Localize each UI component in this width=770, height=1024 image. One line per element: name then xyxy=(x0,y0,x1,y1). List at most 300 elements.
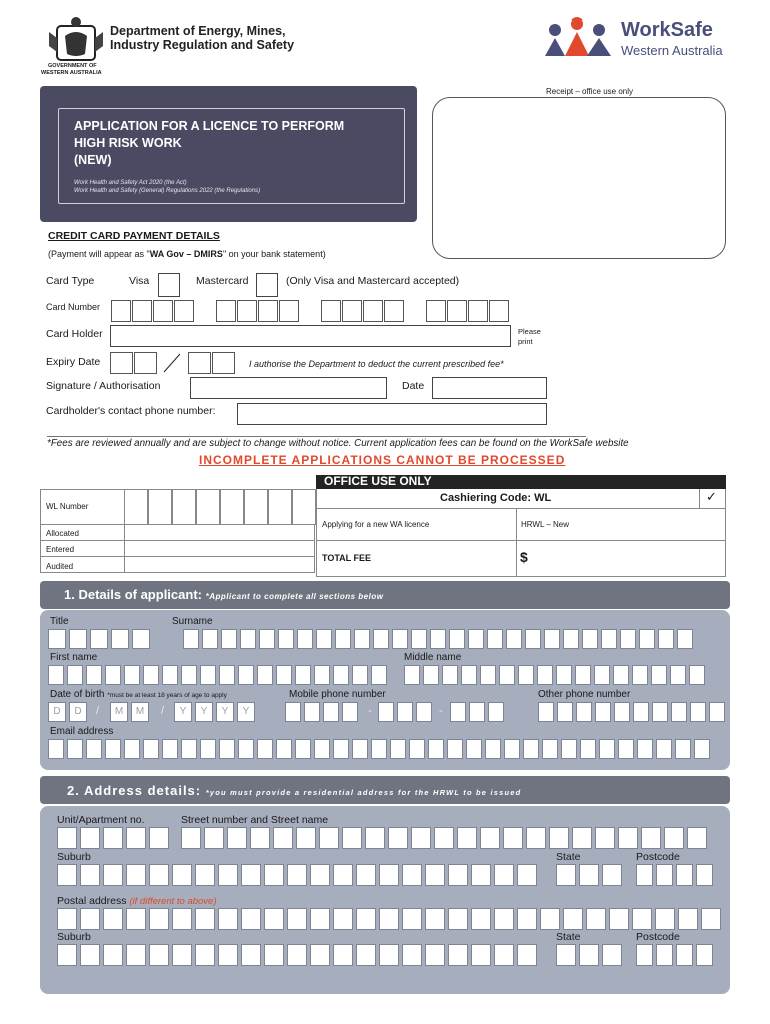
dob-label xyxy=(50,689,227,700)
char-cell[interactable] xyxy=(67,739,83,759)
char-cell[interactable] xyxy=(126,864,146,886)
char-cell[interactable] xyxy=(537,665,553,685)
char-cell[interactable] xyxy=(126,944,146,966)
char-cell[interactable] xyxy=(227,827,247,849)
char-cell[interactable] xyxy=(572,827,592,849)
char-cell[interactable] xyxy=(90,629,108,649)
char-cell[interactable] xyxy=(371,665,387,685)
char-cell[interactable] xyxy=(582,629,598,649)
expiry-month-cells[interactable] xyxy=(110,352,158,374)
char-cell[interactable] xyxy=(409,739,425,759)
char-cell[interactable] xyxy=(333,908,353,930)
char-cell[interactable] xyxy=(580,739,596,759)
char-cell[interactable] xyxy=(181,665,197,685)
dob-sep-1: / xyxy=(96,705,100,717)
email-cells[interactable] xyxy=(48,739,713,759)
char-cell[interactable] xyxy=(575,665,591,685)
dob-year-cell-4[interactable]: Y xyxy=(237,702,255,722)
cashiering-code: Cashiering Code: WL xyxy=(440,492,552,504)
card-holder-input[interactable] xyxy=(110,325,511,347)
street-cells[interactable] xyxy=(181,827,710,849)
char-cell[interactable] xyxy=(696,864,713,886)
char-cell[interactable] xyxy=(450,702,466,722)
incomplete-warning: INCOMPLETE APPLICATIONS CANNOT BE PROCESSED xyxy=(199,453,566,467)
char-cell[interactable] xyxy=(636,944,653,966)
char-cell[interactable] xyxy=(485,739,501,759)
char-cell[interactable] xyxy=(352,739,368,759)
allocated-label: Allocated xyxy=(46,529,79,538)
char-cell[interactable] xyxy=(103,944,123,966)
char-cell[interactable] xyxy=(105,665,121,685)
char-cell[interactable] xyxy=(390,739,406,759)
char-cell[interactable] xyxy=(124,665,140,685)
char-cell[interactable] xyxy=(678,908,698,930)
char-cell[interactable] xyxy=(448,944,468,966)
char-cell[interactable] xyxy=(636,864,653,886)
postal-cells[interactable] xyxy=(57,908,724,930)
char-cell[interactable] xyxy=(257,739,273,759)
char-cell[interactable] xyxy=(48,665,64,685)
char-cell[interactable] xyxy=(556,665,572,685)
char-cell[interactable] xyxy=(126,908,146,930)
char-cell[interactable] xyxy=(264,944,284,966)
char-cell[interactable] xyxy=(48,629,66,649)
char-cell[interactable] xyxy=(579,864,599,886)
char-cell[interactable] xyxy=(689,665,705,685)
char-cell[interactable] xyxy=(563,629,579,649)
char-cell[interactable] xyxy=(656,944,673,966)
section1-heading-note: *Applicant to complete all sections below xyxy=(205,592,384,601)
char-cell[interactable] xyxy=(709,702,725,722)
char-cell[interactable] xyxy=(639,629,655,649)
card-number-group-1[interactable] xyxy=(111,300,195,322)
char-cell[interactable] xyxy=(425,864,445,886)
dob-day-cell-2[interactable]: D xyxy=(69,702,87,722)
char-cell[interactable] xyxy=(356,908,376,930)
char-cell[interactable] xyxy=(273,827,293,849)
char-cell[interactable] xyxy=(143,665,159,685)
char-cell[interactable] xyxy=(310,864,330,886)
statement-note-bold: WA Gov – DMIRS xyxy=(149,249,223,259)
char-cell[interactable] xyxy=(342,702,358,722)
char-cell[interactable] xyxy=(371,739,387,759)
char-cell[interactable] xyxy=(538,702,554,722)
first-name-cells[interactable] xyxy=(48,665,390,685)
char-cell[interactable] xyxy=(287,908,307,930)
char-cell[interactable] xyxy=(434,827,454,849)
char-cell[interactable] xyxy=(655,908,675,930)
char-cell[interactable] xyxy=(402,864,422,886)
char-cell[interactable] xyxy=(378,702,394,722)
char-cell[interactable] xyxy=(314,739,330,759)
title-label: Title xyxy=(50,616,69,627)
char-cell[interactable] xyxy=(264,864,284,886)
audited-label: Audited xyxy=(46,562,74,571)
char-cell[interactable] xyxy=(411,629,427,649)
char-cell[interactable] xyxy=(576,702,592,722)
char-cell[interactable] xyxy=(69,629,87,649)
char-cell[interactable] xyxy=(540,908,560,930)
char-cell[interactable] xyxy=(250,827,270,849)
char-cell[interactable] xyxy=(172,944,192,966)
char-cell[interactable] xyxy=(494,908,514,930)
state2-cells[interactable] xyxy=(556,944,625,966)
char-cell[interactable] xyxy=(690,702,706,722)
form-title-line3: (NEW) xyxy=(74,153,112,167)
unit-cells[interactable] xyxy=(57,827,172,849)
card-number-group-3[interactable] xyxy=(321,300,405,322)
char-cell[interactable] xyxy=(471,944,491,966)
char-cell[interactable] xyxy=(67,665,83,685)
char-cell[interactable] xyxy=(411,827,431,849)
char-cell[interactable] xyxy=(264,908,284,930)
char-cell[interactable] xyxy=(517,908,537,930)
char-cell[interactable] xyxy=(195,864,215,886)
char-cell[interactable] xyxy=(468,629,484,649)
divider-line xyxy=(47,436,586,437)
char-cell[interactable] xyxy=(342,827,362,849)
char-cell[interactable] xyxy=(423,665,439,685)
char-cell[interactable] xyxy=(488,702,504,722)
char-cell[interactable] xyxy=(103,864,123,886)
char-cell[interactable] xyxy=(149,908,169,930)
dob-month-cell-1[interactable]: M xyxy=(110,702,128,722)
char-cell[interactable] xyxy=(448,908,468,930)
char-cell[interactable] xyxy=(425,944,445,966)
char-cell[interactable] xyxy=(57,944,77,966)
char-cell[interactable] xyxy=(149,827,169,849)
char-cell[interactable] xyxy=(86,665,102,685)
char-cell[interactable] xyxy=(356,944,376,966)
char-cell[interactable] xyxy=(219,665,235,685)
char-cell[interactable] xyxy=(517,944,537,966)
char-cell[interactable] xyxy=(618,739,634,759)
char-cell[interactable] xyxy=(105,739,121,759)
char-cell[interactable] xyxy=(80,864,100,886)
char-cell[interactable] xyxy=(549,827,569,849)
dob-month-cell-2[interactable]: M xyxy=(131,702,149,722)
char-cell[interactable] xyxy=(276,739,292,759)
char-cell[interactable] xyxy=(388,827,408,849)
char-cell[interactable] xyxy=(656,739,672,759)
char-cell[interactable] xyxy=(221,629,237,649)
char-cell[interactable] xyxy=(594,665,610,685)
char-cell[interactable] xyxy=(287,864,307,886)
char-cell[interactable] xyxy=(563,908,583,930)
char-cell[interactable] xyxy=(701,908,721,930)
card-number-group-2[interactable] xyxy=(216,300,300,322)
postcode-cells[interactable] xyxy=(636,864,716,886)
char-cell[interactable] xyxy=(80,944,100,966)
char-cell[interactable] xyxy=(183,629,199,649)
char-cell[interactable] xyxy=(430,629,446,649)
char-cell[interactable] xyxy=(404,665,420,685)
char-cell[interactable] xyxy=(687,827,707,849)
char-cell[interactable] xyxy=(373,629,389,649)
dob-day-cell-1[interactable]: D xyxy=(48,702,66,722)
char-cell[interactable] xyxy=(218,944,238,966)
char-cell[interactable] xyxy=(487,629,503,649)
char-cell[interactable] xyxy=(641,827,661,849)
char-cell[interactable] xyxy=(618,827,638,849)
suburb2-cells[interactable] xyxy=(57,944,540,966)
char-cell[interactable] xyxy=(314,665,330,685)
expiry-year-cells[interactable] xyxy=(188,352,236,374)
char-cell[interactable] xyxy=(397,702,413,722)
char-cell[interactable] xyxy=(310,908,330,930)
char-cell[interactable] xyxy=(57,827,77,849)
char-cell[interactable] xyxy=(677,629,693,649)
char-cell[interactable] xyxy=(506,629,522,649)
other-phone-cells[interactable] xyxy=(538,702,728,722)
char-cell[interactable] xyxy=(240,629,256,649)
char-cell[interactable] xyxy=(257,665,273,685)
char-cell[interactable] xyxy=(526,827,546,849)
char-cell[interactable] xyxy=(504,739,520,759)
char-cell[interactable] xyxy=(57,864,77,886)
entered-cell xyxy=(124,541,315,557)
date-input[interactable] xyxy=(432,377,547,399)
char-cell[interactable] xyxy=(379,908,399,930)
title-cells[interactable] xyxy=(48,629,153,649)
suburb-cells[interactable] xyxy=(57,864,540,886)
dob-month-cells[interactable] xyxy=(110,702,152,722)
char-cell[interactable] xyxy=(295,739,311,759)
char-cell[interactable] xyxy=(310,944,330,966)
char-cell[interactable] xyxy=(595,702,611,722)
char-cell[interactable] xyxy=(449,629,465,649)
char-cell[interactable] xyxy=(402,944,422,966)
char-cell[interactable] xyxy=(354,629,370,649)
char-cell[interactable] xyxy=(295,665,311,685)
form-title-line2: HIGH RISK WORK xyxy=(74,136,182,150)
char-cell[interactable] xyxy=(333,944,353,966)
mobile-cells-2[interactable] xyxy=(378,702,435,722)
char-cell[interactable] xyxy=(469,702,485,722)
char-cell[interactable] xyxy=(556,864,576,886)
dob-day-cells[interactable] xyxy=(48,702,90,722)
middle-name-cells[interactable] xyxy=(404,665,708,685)
char-cell[interactable] xyxy=(259,629,275,649)
char-cell[interactable] xyxy=(392,629,408,649)
char-cell[interactable] xyxy=(80,908,100,930)
char-cell[interactable] xyxy=(103,908,123,930)
checkmark-icon: ✓ xyxy=(706,489,717,504)
char-cell[interactable] xyxy=(132,629,150,649)
char-cell[interactable] xyxy=(494,944,514,966)
char-cell[interactable] xyxy=(637,739,653,759)
char-cell[interactable] xyxy=(480,827,500,849)
char-cell[interactable] xyxy=(542,739,558,759)
worksafe-logo-text: WorkSafe xyxy=(621,19,713,41)
char-cell[interactable] xyxy=(428,739,444,759)
char-cell[interactable] xyxy=(218,908,238,930)
char-cell[interactable] xyxy=(556,944,576,966)
char-cell[interactable] xyxy=(149,864,169,886)
char-cell[interactable] xyxy=(402,908,422,930)
char-cell[interactable] xyxy=(285,702,301,722)
char-cell[interactable] xyxy=(333,665,349,685)
char-cell[interactable] xyxy=(195,944,215,966)
signature-input[interactable] xyxy=(190,377,387,399)
char-cell[interactable] xyxy=(518,665,534,685)
char-cell[interactable] xyxy=(602,944,622,966)
char-cell[interactable] xyxy=(696,944,713,966)
cardholder-phone-input[interactable] xyxy=(237,403,547,425)
char-cell[interactable] xyxy=(480,665,496,685)
dob-year-cell-3[interactable]: Y xyxy=(216,702,234,722)
char-cell[interactable] xyxy=(676,864,693,886)
char-cell[interactable] xyxy=(48,739,64,759)
visa-checkbox[interactable] xyxy=(158,273,180,297)
char-cell[interactable] xyxy=(579,944,599,966)
char-cell[interactable] xyxy=(304,702,320,722)
applying-label: Applying for a new WA licence xyxy=(322,520,430,529)
char-cell[interactable] xyxy=(379,944,399,966)
char-cell[interactable] xyxy=(162,739,178,759)
char-cell[interactable] xyxy=(80,827,100,849)
char-cell[interactable] xyxy=(200,739,216,759)
char-cell[interactable] xyxy=(457,827,477,849)
char-cell[interactable] xyxy=(601,629,617,649)
char-cell[interactable] xyxy=(238,739,254,759)
dob-year-cell-2[interactable]: Y xyxy=(195,702,213,722)
char-cell[interactable] xyxy=(323,702,339,722)
char-cell[interactable] xyxy=(319,827,339,849)
dob-note: *must be at least 18 years of age to apply xyxy=(107,692,227,699)
char-cell[interactable] xyxy=(195,908,215,930)
char-cell[interactable] xyxy=(200,665,216,685)
char-cell[interactable] xyxy=(352,665,368,685)
char-cell[interactable] xyxy=(620,629,636,649)
please-print-note-1: Please xyxy=(518,327,541,336)
receipt-box xyxy=(432,97,726,259)
char-cell[interactable] xyxy=(499,665,515,685)
mobile-cells-3[interactable] xyxy=(450,702,507,722)
char-cell[interactable] xyxy=(379,864,399,886)
char-cell[interactable] xyxy=(276,665,292,685)
char-cell[interactable] xyxy=(356,864,376,886)
char-cell[interactable] xyxy=(544,629,560,649)
char-cell[interactable] xyxy=(126,827,146,849)
char-cell[interactable] xyxy=(651,665,667,685)
char-cell[interactable] xyxy=(557,702,573,722)
char-cell[interactable] xyxy=(172,908,192,930)
char-cell[interactable] xyxy=(103,827,123,849)
char-cell[interactable] xyxy=(675,739,691,759)
char-cell[interactable] xyxy=(670,665,686,685)
char-cell[interactable] xyxy=(181,827,201,849)
char-cell[interactable] xyxy=(466,739,482,759)
char-cell[interactable] xyxy=(241,864,261,886)
char-cell[interactable] xyxy=(241,944,261,966)
mastercard-checkbox[interactable] xyxy=(256,273,278,297)
char-cell[interactable] xyxy=(296,827,316,849)
char-cell[interactable] xyxy=(523,739,539,759)
char-cell[interactable] xyxy=(602,864,622,886)
char-cell[interactable] xyxy=(632,908,652,930)
char-cell[interactable] xyxy=(124,739,140,759)
char-cell[interactable] xyxy=(241,908,261,930)
char-cell[interactable] xyxy=(525,629,541,649)
char-cell[interactable] xyxy=(143,739,159,759)
char-cell[interactable] xyxy=(664,827,684,849)
act-reference-2: Work Health and Safety (General) Regulations 2022 (the Regulations) xyxy=(74,188,261,194)
char-cell[interactable] xyxy=(162,665,178,685)
char-cell[interactable] xyxy=(652,702,668,722)
char-cell[interactable] xyxy=(503,827,523,849)
char-cell[interactable] xyxy=(111,629,129,649)
char-cell[interactable] xyxy=(57,908,77,930)
char-cell[interactable] xyxy=(86,739,102,759)
char-cell[interactable] xyxy=(461,665,477,685)
char-cell[interactable] xyxy=(238,665,254,685)
char-cell[interactable] xyxy=(316,629,332,649)
char-cell[interactable] xyxy=(586,908,606,930)
char-cell[interactable] xyxy=(517,864,537,886)
char-cell[interactable] xyxy=(297,629,313,649)
dob-year-cells[interactable] xyxy=(174,702,258,722)
char-cell[interactable] xyxy=(694,739,710,759)
char-cell[interactable] xyxy=(335,629,351,649)
char-cell[interactable] xyxy=(278,629,294,649)
char-cell[interactable] xyxy=(658,629,674,649)
char-cell[interactable] xyxy=(333,864,353,886)
char-cell[interactable] xyxy=(676,944,693,966)
char-cell[interactable] xyxy=(471,864,491,886)
char-cell[interactable] xyxy=(633,702,649,722)
char-cell[interactable] xyxy=(656,864,673,886)
char-cell[interactable] xyxy=(219,739,235,759)
mastercard-label: Mastercard xyxy=(196,275,249,287)
char-cell[interactable] xyxy=(609,908,629,930)
surname-label: Surname xyxy=(172,616,213,627)
char-cell[interactable] xyxy=(442,665,458,685)
card-holder-label: Card Holder xyxy=(46,328,103,340)
char-cell[interactable] xyxy=(471,908,491,930)
surname-cells[interactable] xyxy=(183,629,696,649)
char-cell[interactable] xyxy=(218,864,238,886)
state-cells[interactable] xyxy=(556,864,625,886)
char-cell[interactable] xyxy=(613,665,629,685)
char-cell[interactable] xyxy=(172,864,192,886)
char-cell[interactable] xyxy=(181,739,197,759)
char-cell[interactable] xyxy=(632,665,648,685)
char-cell[interactable] xyxy=(595,827,615,849)
char-cell[interactable] xyxy=(202,629,218,649)
char-cell[interactable] xyxy=(287,944,307,966)
char-cell[interactable] xyxy=(365,827,385,849)
worksafe-figures-icon xyxy=(543,16,619,62)
char-cell[interactable] xyxy=(416,702,432,722)
char-cell[interactable] xyxy=(614,702,630,722)
char-cell[interactable] xyxy=(561,739,577,759)
char-cell[interactable] xyxy=(599,739,615,759)
char-cell[interactable] xyxy=(425,908,445,930)
char-cell[interactable] xyxy=(671,702,687,722)
card-number-group-4[interactable] xyxy=(426,300,510,322)
char-cell[interactable] xyxy=(494,864,514,886)
postcode2-cells[interactable] xyxy=(636,944,716,966)
dob-year-cell-1[interactable]: Y xyxy=(174,702,192,722)
mobile-cells-1[interactable] xyxy=(285,702,361,722)
char-cell[interactable] xyxy=(447,739,463,759)
char-cell[interactable] xyxy=(204,827,224,849)
char-cell[interactable] xyxy=(448,864,468,886)
char-cell[interactable] xyxy=(149,944,169,966)
wl-number-cells xyxy=(124,489,316,525)
char-cell[interactable] xyxy=(333,739,349,759)
